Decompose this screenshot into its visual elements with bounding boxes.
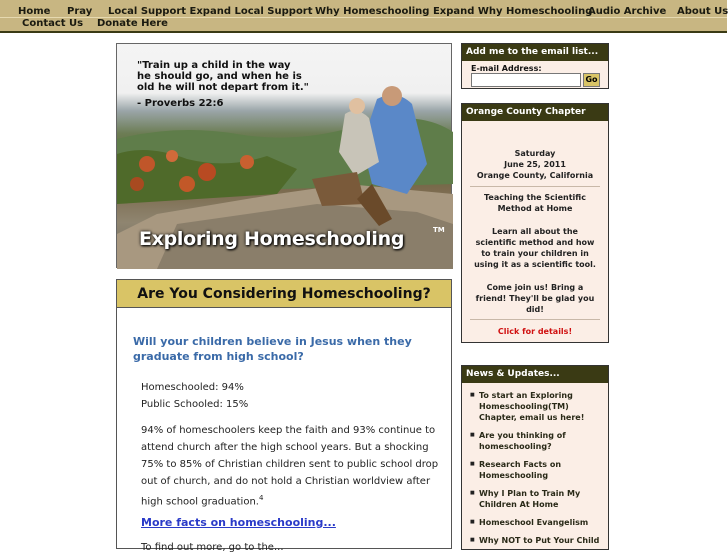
oc-desc-line: scientific method and how [475, 238, 595, 247]
trademark-mark: TM [433, 226, 445, 234]
nav-donate[interactable]: Donate Here [97, 18, 168, 29]
nav-home[interactable]: Home [18, 6, 51, 17]
top-navigation [0, 0, 727, 33]
news-item[interactable]: ■ Are you thinking of homeschooling? [470, 430, 604, 452]
oc-cta-line: friend! They'll be glad you [475, 294, 595, 303]
oc-desc-line: Learn all about the [492, 227, 578, 236]
footnote-marker: 4 [258, 494, 264, 502]
email-signup-widget [461, 43, 609, 89]
news-item[interactable]: ■ Homeschool Evangelism [470, 517, 604, 528]
email-input[interactable] [471, 73, 581, 87]
email-widget-title: Add me to the email list... [462, 44, 608, 61]
email-label: E-mail Address: [471, 64, 542, 73]
stat-homeschooled: Homeschooled: 94% [141, 382, 244, 393]
oc-widget-title: Orange County Chapter [462, 104, 608, 121]
main-heading: Are You Considering Homeschooling? [117, 280, 451, 308]
oc-divider [470, 319, 600, 320]
orange-county-widget [461, 103, 609, 343]
more-facts-link[interactable]: More facts on homeschooling... [141, 516, 336, 529]
main-question: Will your children believe in Jesus when they graduate from high school? [133, 335, 412, 363]
news-updates-widget [461, 365, 609, 550]
news-item[interactable]: ■ Why NOT to Put Your Child [470, 535, 604, 546]
main-paragraph [141, 422, 441, 510]
news-list [470, 390, 604, 553]
hero-banner [116, 43, 452, 268]
nav-audio-archive[interactable]: Audio Archive [588, 6, 667, 17]
oc-desc-line: to train your children in [481, 249, 589, 258]
oc-topic-line: Teaching the Scientific [484, 193, 586, 202]
oc-divider [470, 186, 600, 187]
nav-local-support[interactable]: Local Support Expand Local Support [108, 6, 313, 17]
news-item[interactable]: ■ Research Facts on Homeschooling [470, 459, 604, 481]
main-paragraph-text: 94% of homeschoolers keep the faith and 93% continue to attend church after the high school years. But a shocking 75% to 85% of Christian children sent to public school drop out of church, and do not hold a Christian worldview after high school graduation. [141, 425, 439, 508]
stat-public-schooled: Public Schooled: 15% [141, 399, 249, 410]
nav-pray[interactable]: Pray [67, 6, 93, 17]
oc-desc-line: using it as a scientific tool. [474, 260, 596, 269]
news-item[interactable]: ■ Why I Plan to Train My Children At Home [470, 488, 604, 510]
nav-contact-us[interactable]: Contact Us [22, 18, 84, 29]
news-widget-title: News & Updates... [462, 366, 608, 383]
main-content-box [116, 279, 452, 553]
oc-cta-line: did! [526, 305, 544, 314]
oc-location: Orange County, California [476, 171, 594, 180]
oc-cta-line: Come join us! Bring a [486, 283, 584, 292]
hero-quote: "Train up a child in the way he should go, and when he is old he will not depart from it." [137, 60, 309, 93]
main-cut-text: To find out more, go to the... [141, 542, 284, 553]
oc-details-link[interactable]: Click for details! [497, 327, 573, 336]
nav-why-homeschooling[interactable]: Why Homeschooling Expand Why Homeschooling [315, 6, 593, 17]
email-go-button[interactable]: Go [583, 73, 600, 87]
oc-date: June 25, 2011 [504, 160, 566, 169]
hero-title: Exploring Homeschooling [139, 228, 405, 250]
oc-date-day: Saturday [514, 149, 556, 158]
hero-quote-reference: - Proverbs 22:6 [137, 98, 224, 109]
news-item[interactable]: ■ To start an Exploring Homeschooling(TM) Chapter, email us here! [470, 390, 604, 423]
nav-about-us[interactable]: About Us [677, 6, 728, 17]
oc-topic-line: Method at Home [497, 204, 573, 213]
